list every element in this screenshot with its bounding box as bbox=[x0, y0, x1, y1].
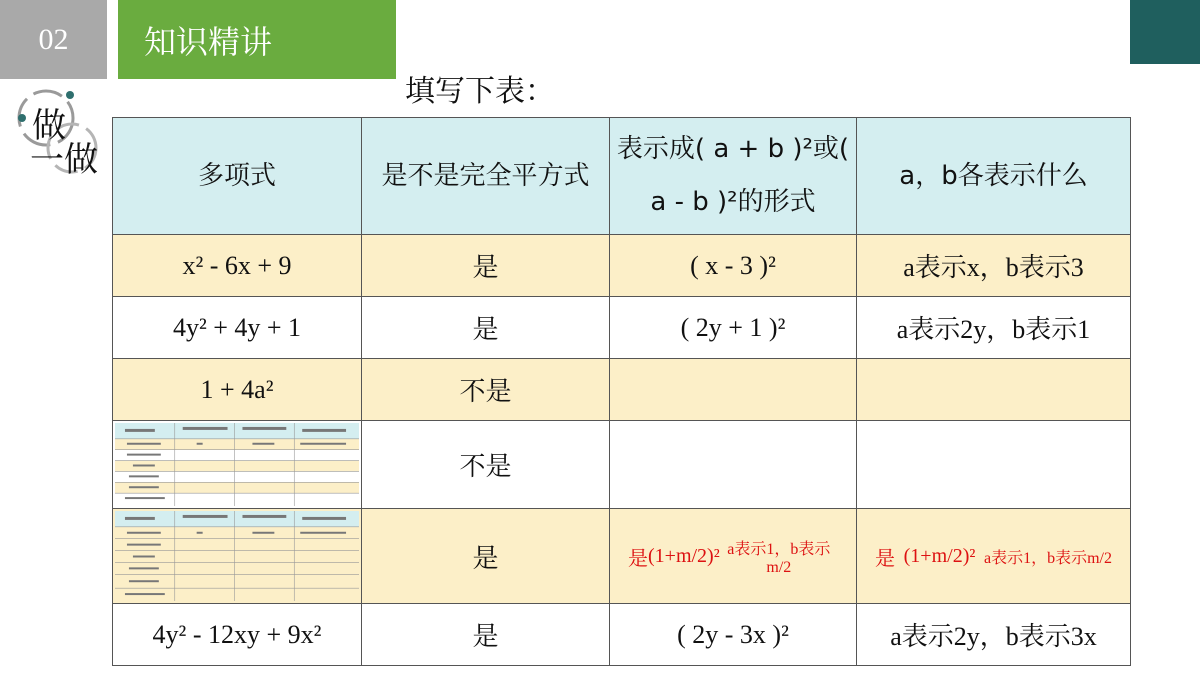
table-row bbox=[113, 235, 1131, 297]
row3-ab bbox=[857, 359, 1131, 421]
row1-form: ( x - 3 )² bbox=[610, 235, 857, 297]
row6-form: ( 2y - 3x )² bbox=[610, 604, 857, 666]
row5-form bbox=[610, 509, 857, 604]
row3-is: 不是 bbox=[362, 359, 610, 421]
row5-ab-mid: (1+m/2)² bbox=[903, 544, 976, 567]
row2-is: 是 bbox=[362, 297, 610, 359]
row5-ab bbox=[857, 509, 1131, 604]
header-form: 表示成( a + b )²或( a - b )²的形式 bbox=[610, 118, 857, 235]
row6-poly: 4y² - 12xy + 9x² bbox=[113, 604, 362, 666]
section-title: 知识精讲 bbox=[118, 0, 396, 79]
row2-ab: a表示2y，b表示1 bbox=[857, 297, 1131, 359]
row1-poly: x² - 6x + 9 bbox=[113, 235, 362, 297]
row3-form bbox=[610, 359, 857, 421]
row5-is: 是 bbox=[362, 509, 610, 604]
header-is-square: 是不是完全平方式 bbox=[362, 118, 610, 235]
instruction-text: 填写下表： bbox=[405, 74, 555, 109]
header-polynomial: 多项式 bbox=[113, 118, 362, 235]
row6-ab: a表示2y，b表示3x bbox=[857, 604, 1131, 666]
row4-thumbnail bbox=[113, 421, 362, 509]
row4-is: 不是 bbox=[362, 421, 610, 509]
row5-ab-left: 是 bbox=[875, 547, 895, 570]
row5-thumbnail bbox=[113, 509, 362, 604]
section-number: 02 bbox=[0, 0, 107, 79]
table-thumbnail-image bbox=[115, 511, 359, 601]
table-header-row bbox=[113, 118, 1131, 235]
corner-decoration bbox=[1130, 0, 1200, 64]
header-ab: a，b各表示什么 bbox=[857, 118, 1131, 235]
row4-ab bbox=[857, 421, 1131, 509]
table-row bbox=[113, 297, 1131, 359]
row1-ab: a表示x，b表示3 bbox=[857, 235, 1131, 297]
table-row bbox=[113, 604, 1131, 666]
fill-table bbox=[112, 117, 1131, 666]
row5-form-right: a表示1，b表示m/2 bbox=[727, 540, 831, 576]
row2-form: ( 2y + 1 )² bbox=[610, 297, 857, 359]
row1-is: 是 bbox=[362, 235, 610, 297]
row4-form bbox=[610, 421, 857, 509]
row5-ab-right: a表示1，b表示m/2 bbox=[984, 549, 1112, 567]
row5-form-mid: (1+m/2)² bbox=[648, 544, 720, 567]
table-row bbox=[113, 359, 1131, 421]
row3-poly: 1 + 4a² bbox=[113, 359, 362, 421]
do-it-emblem bbox=[12, 82, 112, 180]
table-thumbnail-image bbox=[115, 423, 359, 506]
row2-poly: 4y² + 4y + 1 bbox=[113, 297, 362, 359]
table-row bbox=[113, 509, 1131, 604]
table-row bbox=[113, 421, 1131, 509]
emblem-char-2: 一做 bbox=[30, 140, 98, 180]
emblem-char-1: 做 bbox=[32, 106, 66, 146]
row6-is: 是 bbox=[362, 604, 610, 666]
row5-form-left: 是 bbox=[628, 547, 648, 570]
